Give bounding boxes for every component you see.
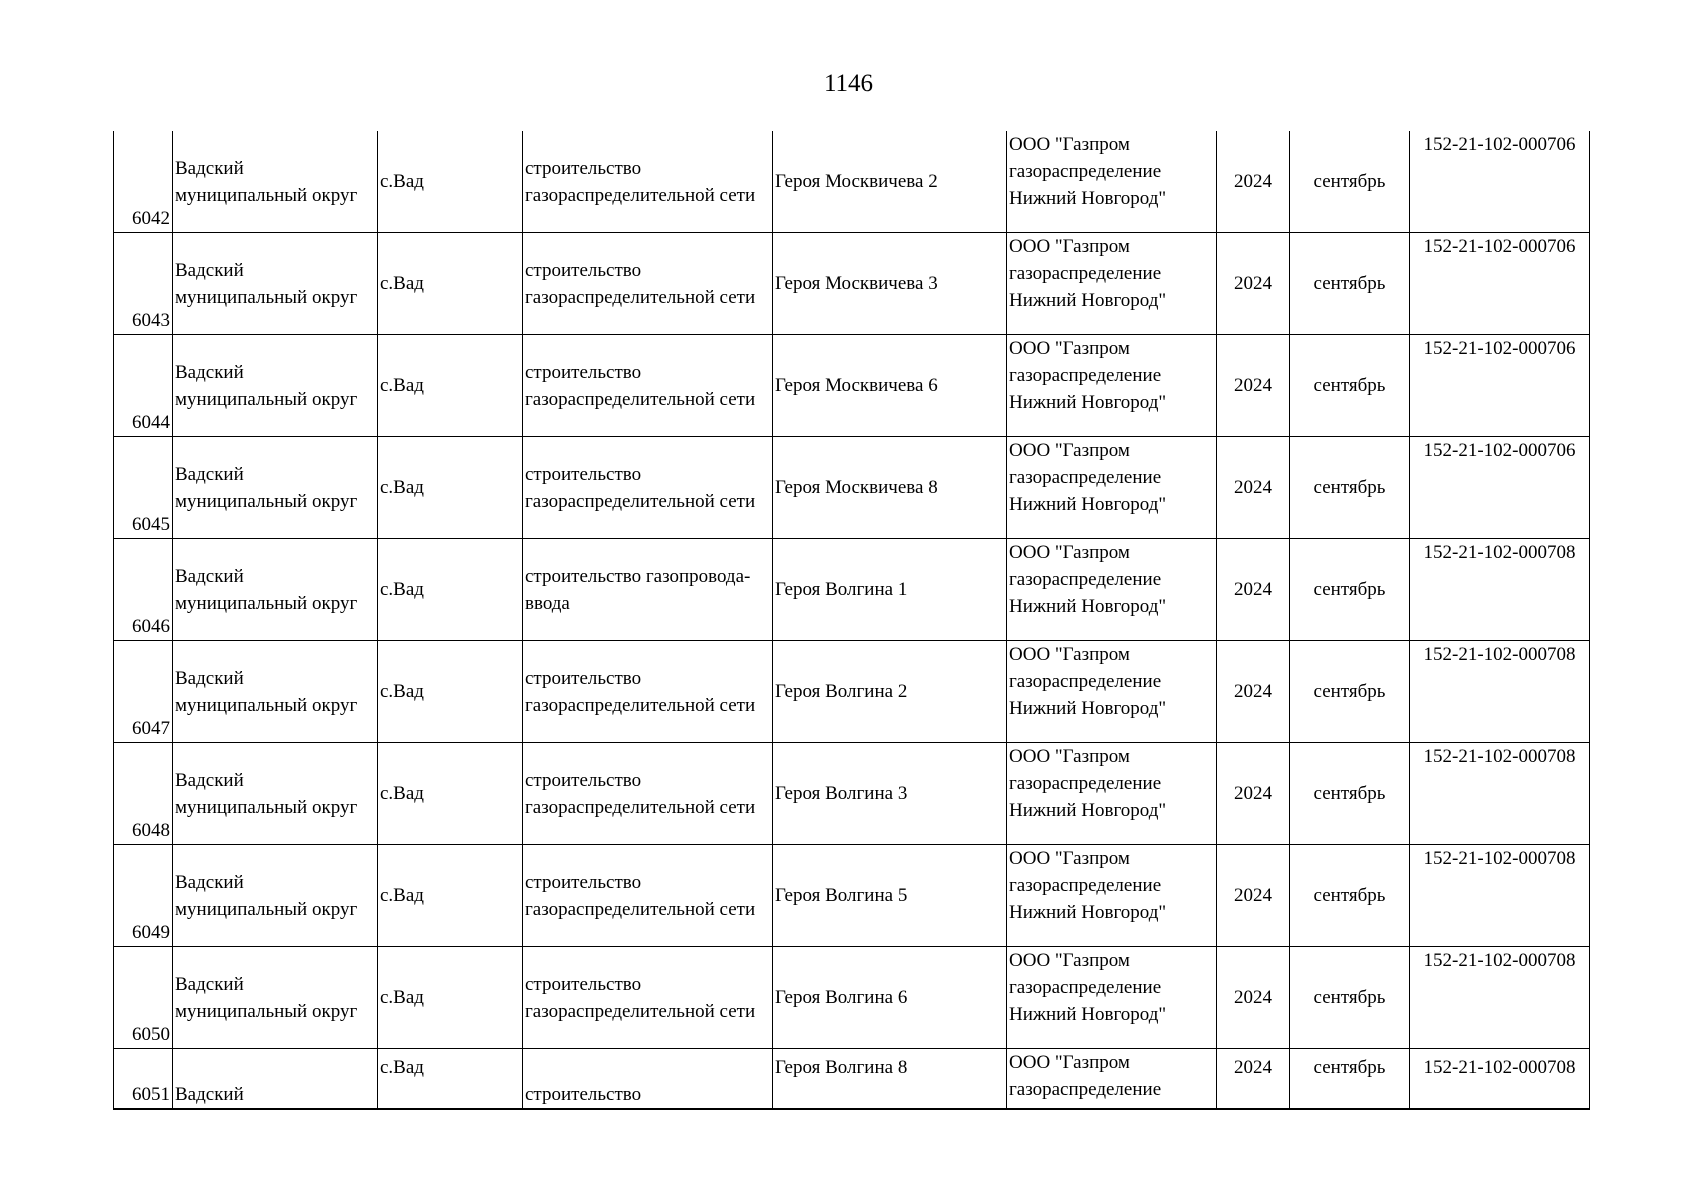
- table-row: [114, 947, 1590, 1049]
- year-cell: 2024: [1217, 335, 1290, 437]
- row-number-cell: 6046: [114, 539, 173, 641]
- table-body: [114, 131, 1590, 1109]
- year-cell: 2024: [1217, 233, 1290, 335]
- district-cell: Вадский муниципальный округ: [173, 335, 378, 437]
- locality-cell: с.Вад: [378, 947, 523, 1049]
- row-number-cell: 6050: [114, 947, 173, 1049]
- locality-cell: с.Вад: [378, 131, 523, 233]
- year-cell: 2024: [1217, 131, 1290, 233]
- address-cell: Героя Москвичева 6: [773, 335, 1007, 437]
- organization-cell: ООО "Газпром газораспределение Нижний Новгород": [1007, 743, 1217, 845]
- district-cell: Вадский муниципальный округ: [173, 131, 378, 233]
- object-code-cell: 152-21-102-000708: [1410, 641, 1590, 743]
- row-number-cell: 6044: [114, 335, 173, 437]
- work-type-cell: строительство: [523, 1049, 773, 1110]
- table-row: [114, 437, 1590, 539]
- table-row: [114, 335, 1590, 437]
- table-row: [114, 131, 1590, 233]
- locality-cell: с.Вад: [378, 539, 523, 641]
- district-cell: Вадский муниципальный округ: [173, 743, 378, 845]
- work-type-cell: строительство газораспределительной сети: [523, 233, 773, 335]
- year-cell: 2024: [1217, 743, 1290, 845]
- address-cell: Героя Волгина 6: [773, 947, 1007, 1049]
- table-row: [114, 743, 1590, 845]
- row-number-cell: 6043: [114, 233, 173, 335]
- month-cell: сентябрь: [1290, 335, 1410, 437]
- year-cell: 2024: [1217, 539, 1290, 641]
- address-cell: Героя Москвичева 3: [773, 233, 1007, 335]
- year-cell: 2024: [1217, 947, 1290, 1049]
- organization-cell: ООО "Газпром газораспределение Нижний Новгород": [1007, 641, 1217, 743]
- district-cell: Вадский: [173, 1049, 378, 1110]
- work-type-cell: строительство газораспределительной сети: [523, 437, 773, 539]
- locality-cell: с.Вад: [378, 335, 523, 437]
- table-row: [114, 1049, 1590, 1110]
- row-number-cell: 6048: [114, 743, 173, 845]
- table-row: [114, 845, 1590, 947]
- locality-cell: с.Вад: [378, 1049, 523, 1110]
- row-number-cell: 6042: [114, 131, 173, 233]
- object-code-cell: 152-21-102-000708: [1410, 947, 1590, 1049]
- address-cell: Героя Волгина 1: [773, 539, 1007, 641]
- month-cell: сентябрь: [1290, 947, 1410, 1049]
- year-cell: 2024: [1217, 437, 1290, 539]
- locality-cell: с.Вад: [378, 437, 523, 539]
- work-type-cell: строительство газораспределительной сети: [523, 947, 773, 1049]
- table-row: [114, 539, 1590, 641]
- object-code-cell: 152-21-102-000706: [1410, 437, 1590, 539]
- month-cell: сентябрь: [1290, 845, 1410, 947]
- district-cell: Вадский муниципальный округ: [173, 233, 378, 335]
- work-type-cell: строительство газопровода- ввода: [523, 539, 773, 641]
- month-cell: сентябрь: [1290, 1049, 1410, 1110]
- object-code-cell: 152-21-102-000706: [1410, 335, 1590, 437]
- gasification-table: [113, 131, 1590, 1110]
- organization-cell: ООО "Газпром газораспределение Нижний Новгород": [1007, 131, 1217, 233]
- page-number: 1146: [823, 70, 874, 97]
- month-cell: сентябрь: [1290, 131, 1410, 233]
- address-cell: Героя Москвичева 2: [773, 131, 1007, 233]
- work-type-cell: строительство газораспределительной сети: [523, 131, 773, 233]
- locality-cell: с.Вад: [378, 233, 523, 335]
- locality-cell: с.Вад: [378, 641, 523, 743]
- object-code-cell: 152-21-102-000708: [1410, 539, 1590, 641]
- district-cell: Вадский муниципальный округ: [173, 947, 378, 1049]
- address-cell: Героя Волгина 3: [773, 743, 1007, 845]
- address-cell: Героя Волгина 8: [773, 1049, 1007, 1110]
- organization-cell: ООО "Газпром газораспределение Нижний Новгород": [1007, 233, 1217, 335]
- organization-cell: ООО "Газпром газораспределение: [1007, 1049, 1217, 1110]
- locality-cell: с.Вад: [378, 743, 523, 845]
- organization-cell: ООО "Газпром газораспределение Нижний Новгород": [1007, 947, 1217, 1049]
- table-row: [114, 233, 1590, 335]
- address-cell: Героя Волгина 5: [773, 845, 1007, 947]
- month-cell: сентябрь: [1290, 641, 1410, 743]
- month-cell: сентябрь: [1290, 437, 1410, 539]
- row-number-cell: 6047: [114, 641, 173, 743]
- object-code-cell: 152-21-102-000708: [1410, 845, 1590, 947]
- district-cell: Вадский муниципальный округ: [173, 437, 378, 539]
- year-cell: 2024: [1217, 641, 1290, 743]
- month-cell: сентябрь: [1290, 233, 1410, 335]
- work-type-cell: строительство газораспределительной сети: [523, 335, 773, 437]
- month-cell: сентябрь: [1290, 743, 1410, 845]
- row-number-cell: 6045: [114, 437, 173, 539]
- object-code-cell: 152-21-102-000706: [1410, 233, 1590, 335]
- organization-cell: ООО "Газпром газораспределение Нижний Новгород": [1007, 539, 1217, 641]
- object-code-cell: 152-21-102-000708: [1410, 1049, 1590, 1110]
- locality-cell: с.Вад: [378, 845, 523, 947]
- district-cell: Вадский муниципальный округ: [173, 539, 378, 641]
- row-number-cell: 6049: [114, 845, 173, 947]
- work-type-cell: строительство газораспределительной сети: [523, 845, 773, 947]
- organization-cell: ООО "Газпром газораспределение Нижний Новгород": [1007, 845, 1217, 947]
- work-type-cell: строительство газораспределительной сети: [523, 641, 773, 743]
- row-number-cell: 6051: [114, 1049, 173, 1110]
- organization-cell: ООО "Газпром газораспределение Нижний Новгород": [1007, 437, 1217, 539]
- year-cell: 2024: [1217, 1049, 1290, 1110]
- object-code-cell: 152-21-102-000706: [1410, 131, 1590, 233]
- address-cell: Героя Волгина 2: [773, 641, 1007, 743]
- month-cell: сентябрь: [1290, 539, 1410, 641]
- organization-cell: ООО "Газпром газораспределение Нижний Новгород": [1007, 335, 1217, 437]
- table-row: [114, 641, 1590, 743]
- address-cell: Героя Москвичева 8: [773, 437, 1007, 539]
- year-cell: 2024: [1217, 845, 1290, 947]
- district-cell: Вадский муниципальный округ: [173, 641, 378, 743]
- object-code-cell: 152-21-102-000708: [1410, 743, 1590, 845]
- district-cell: Вадский муниципальный округ: [173, 845, 378, 947]
- work-type-cell: строительство газораспределительной сети: [523, 743, 773, 845]
